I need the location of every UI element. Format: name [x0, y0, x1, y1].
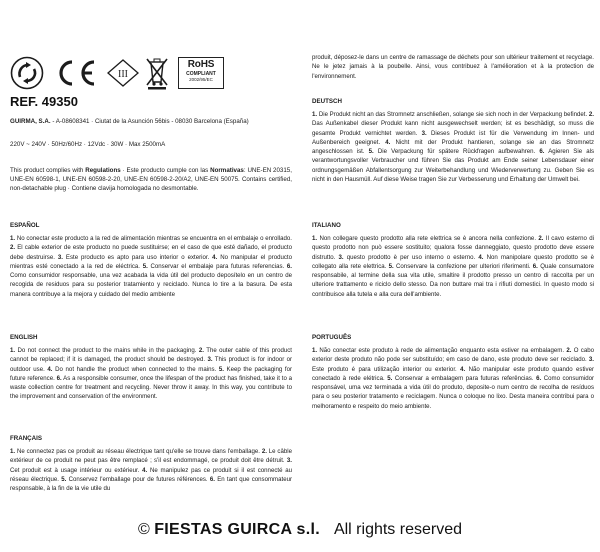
item-number: 5. [218, 365, 224, 373]
company-line [10, 118, 290, 127]
section-body [10, 447, 292, 493]
item-text: Este producto es apto para uso interior o exterior. [62, 253, 213, 261]
section-heading: PORTUGUÊS [312, 334, 352, 341]
item-number: 3. [207, 356, 213, 364]
section-body [10, 234, 292, 299]
item-text: Cet produit est à usage intérieur ou extérieur. [10, 466, 143, 474]
section-heading: FRANÇAIS [10, 435, 42, 442]
item-text: Dieses Produkt ist für die Verwendung im Innen- und Außenbereich geeignet. [312, 129, 594, 146]
item-number: 6. [532, 262, 538, 270]
brand-name: FIESTAS GUIRCA s.l. [154, 521, 320, 538]
item-text: Il cavo esterno di questo prodotto non può essere sostituito; qualora fosse danneggiato, questo prodotto deve essere distrutto. [312, 235, 594, 261]
section-heading: DEUTSCH [312, 98, 342, 105]
item-number: 4. [47, 365, 53, 373]
regs-en-bold: Regulations [85, 167, 121, 174]
item-number: 5. [387, 374, 393, 382]
product-reference: REF. 49350 [10, 94, 78, 109]
rohs-title: RoHS [187, 59, 215, 70]
item-text: Le câble extérieur de ce produit ne peut pas être remplacé ; s'il est endommagé, ce produit doit être détruit. [10, 448, 292, 465]
footer-copyright [0, 521, 600, 539]
item-number: 6. [536, 374, 542, 382]
item-text: Do not connect the product to the mains while in the packaging. [15, 347, 199, 354]
company-name: GUIRMA, S.A. [10, 118, 51, 125]
electrical-specs: 220V ~ 240V · 50Hz/60Hz · 12Vdc · 30W · Max 2500mA [10, 141, 166, 148]
company-details: - A-08608341 · Ciutat de la Asunción 56bis - 08030 Barcelona (España) [52, 118, 249, 125]
item-number: 3. [286, 457, 292, 465]
rights-text: All rights reserved [333, 521, 462, 538]
recycle-icon [10, 56, 44, 90]
copyright-symbol: © [137, 521, 150, 538]
regs-en-prefix: This product complies with [10, 167, 84, 174]
item-text: No conectar este producto a la red de alimentación mientras se encuentra en el embalaje o enrollado. [15, 235, 292, 242]
item-text: Como consumidor responsable, una vez acabada la vida útil del producto deposítelo en un centro de recogida de residuos para su posterior tratamiento y reciclado. Nunca lo tire a la basura. De esta manera contribuye a la mejora y cuidado del medio ambiente [10, 272, 292, 298]
item-number: 1. [10, 235, 16, 242]
item-text: Keep the packaging for future reference. [10, 365, 292, 382]
item-number: 2. [538, 235, 544, 242]
item-number: 5. [142, 262, 148, 270]
item-number: 6. [209, 475, 215, 483]
item-number: 1. [10, 448, 16, 455]
regulations-text [10, 166, 292, 194]
item-number: 3. [57, 253, 63, 261]
item-number: 4. [460, 365, 466, 373]
item-text: Non manipolare questo prodotto se è collegato alla rete elettrica. [312, 253, 595, 270]
class-iii-label: III [118, 69, 128, 80]
weee-bin-icon [144, 54, 170, 90]
item-number: 5. [388, 262, 394, 270]
item-text: Quale consumatore responsabile, al termine della sua vita utile, smaltire il prodotto presso un centro di raccolta per un ulteriore trattamento e riciclo dello stesso. Da non buttare mai tra i rifiuti domestici. In questo modo si contribuisce alla tutela e alla cura dell'ambiente. [312, 262, 594, 298]
item-number: 6. [286, 262, 292, 270]
item-number: 2. [10, 244, 16, 252]
section-francais [10, 435, 292, 493]
section-body [10, 346, 292, 402]
item-number: 4. [385, 138, 391, 146]
item-number: 1. [312, 347, 318, 354]
item-text: Conservar a embalagem para futuras referências. [392, 374, 537, 382]
item-text: Ne manipulez pas ce produit si il est connecté au réseau électrique. [10, 466, 292, 483]
item-text: questo prodotto è per uso interno o esterno. [343, 253, 479, 261]
item-text: This product is for indoor or outdoor use. [10, 356, 293, 373]
section-espanol [10, 222, 292, 299]
ce-mark-icon [54, 58, 98, 88]
item-text: Conservez l'emballage pour de futures références. [66, 475, 210, 483]
item-number: 3. [588, 356, 594, 364]
regs-es-bold: Normativas [210, 167, 244, 174]
item-text: As a responsible consumer, once the lifespan of the product has finished, take it to a waste collection centre for treatment and recycling. Never throw it away. In this way, you contribute to the improvement and conservation of the environment. [10, 374, 293, 401]
item-text: Não manipular este produto quando estiver conectado à rede elétrica. [312, 365, 594, 382]
item-number: 4. [142, 466, 148, 474]
item-text: Não conectar este produto à rede de alimentação enquanto esta estiver na embalagem. [317, 347, 567, 354]
rohs-badge [178, 57, 224, 89]
item-number: 3. [338, 253, 344, 261]
item-number: 2. [566, 347, 572, 354]
item-number: 6. [539, 148, 545, 155]
item-number: 1. [10, 347, 16, 354]
section-deutsch [312, 98, 594, 184]
item-number: 5. [368, 148, 374, 155]
certification-icons [10, 52, 300, 92]
item-number: 4. [212, 253, 218, 261]
item-number: 2. [588, 111, 594, 118]
rohs-compliant: COMPLIANT [186, 70, 216, 77]
item-number: 2. [261, 448, 267, 455]
regs-es-prefix: · Este producto cumple con las [120, 167, 209, 174]
item-text: The outer cable of this product cannot be replaced; if it is damaged, the product should be destroyed. [10, 347, 292, 364]
section-heading: ITALIANO [312, 222, 341, 229]
item-text: Die Produkt nicht an das Stromnetz anschließen, solange sie sich noch in der Verpackung befindet. [317, 111, 589, 118]
section-francais-continued [312, 53, 594, 81]
section-body [312, 346, 594, 411]
item-text: Do not handle the product when connected to the mains. [52, 365, 219, 373]
section-heading: ENGLISH [10, 334, 38, 341]
item-text: Das Außenkabel dieser Produkt kann nicht ausgewechselt werden; ist es beschädigt, so muss die gesamte Produkt vernichtet werden. [312, 120, 594, 137]
item-text: Conservare la confezione per ulteriori riferimenti. [393, 262, 533, 270]
item-text: O cabo exterior deste produto não pode ser substituído; em caso de dano, este produto deve ser reciclado. [312, 347, 594, 364]
section-english [10, 334, 292, 402]
regs-tail: : UNE-EN 20315, UNE-EN 60598-1, UNE-EN 60598-2-20, UNE-EN 60598-2-20/A2, UNE-EN 50075. Contains certified, non-detachable plug · Contiene clavija homologada no desmontable. [10, 167, 292, 193]
section-portugues [312, 334, 594, 411]
item-text: Non collegare questo prodotto alla rete elettrica se è ancora nella confezione. [317, 235, 539, 242]
item-text: Die Verpackung für spätere Rückfragen aufbewahren. [373, 148, 540, 155]
section-heading: ESPAÑOL [10, 222, 40, 229]
rohs-directive: 2002/95/EC [189, 76, 213, 82]
item-number: 6. [56, 374, 62, 382]
item-number: 5. [61, 475, 67, 483]
item-text: Nicht mit der Produkt hantieren, solange sie an das Stromnetz angeschlossen ist. [312, 138, 595, 155]
item-number: 1. [312, 235, 318, 242]
item-text: El cable exterior de este producto no puede sustituirse; en el caso de que esté dañado, el producto debe destruirse. [10, 244, 292, 261]
item-text: Agieren Sie als verantwortungsvoller Verbraucher und führen Sie das Produkt am Ende seiner Lebensdauer einer ordnungsgemäßen Abfallentsorgung zur Weiterbehandlung und Wiederverwertung zu. Geben Sie es nicht in den Hausmüll. Auf diese Weise tragen Sie zur Verbesserung und Erhaltung der Umwelt bei. [312, 148, 595, 183]
item-text: Ne connectez pas ce produit au réseau électrique tant qu'elle se trouve dans l'emballage. [15, 448, 262, 455]
section-italiano [312, 222, 594, 299]
item-number: 1. [312, 111, 318, 118]
section-body [312, 110, 594, 184]
section-body: produit, déposez-le dans un centre de ramassage de déchets pour son ultérieur traitement et recyclage. Ne le jetez jamais à la poubelle. Ainsi, vous contribuez à l'amélioration et à la protection de l'environnement. [312, 54, 594, 80]
item-text: Conservar el embalaje para futuras referencias. [147, 262, 287, 270]
section-body [312, 234, 594, 299]
class-iii-icon [106, 58, 140, 88]
item-text: En tant que consommateur responsable, à la fin de la vie utile du [10, 475, 292, 492]
item-text: No manipular el producto mientras esté conectado a la red de eléctrica. [10, 253, 292, 270]
item-number: 2. [198, 347, 204, 354]
item-number: 4. [478, 253, 484, 261]
item-number: 3. [421, 129, 427, 137]
item-text: Este produto é para utilização interior ou exterior. [312, 365, 461, 373]
item-text: Como consumidor responsável, uma vez terminada a vida útil do produto, deposite-o num centro de recolha de resíduos para o seu posterior tratamento e reciclagem. Nunca o coloque no lixo. Desta maneira contribui para o melhoramento e respeito do meio ambiente. [312, 374, 595, 410]
